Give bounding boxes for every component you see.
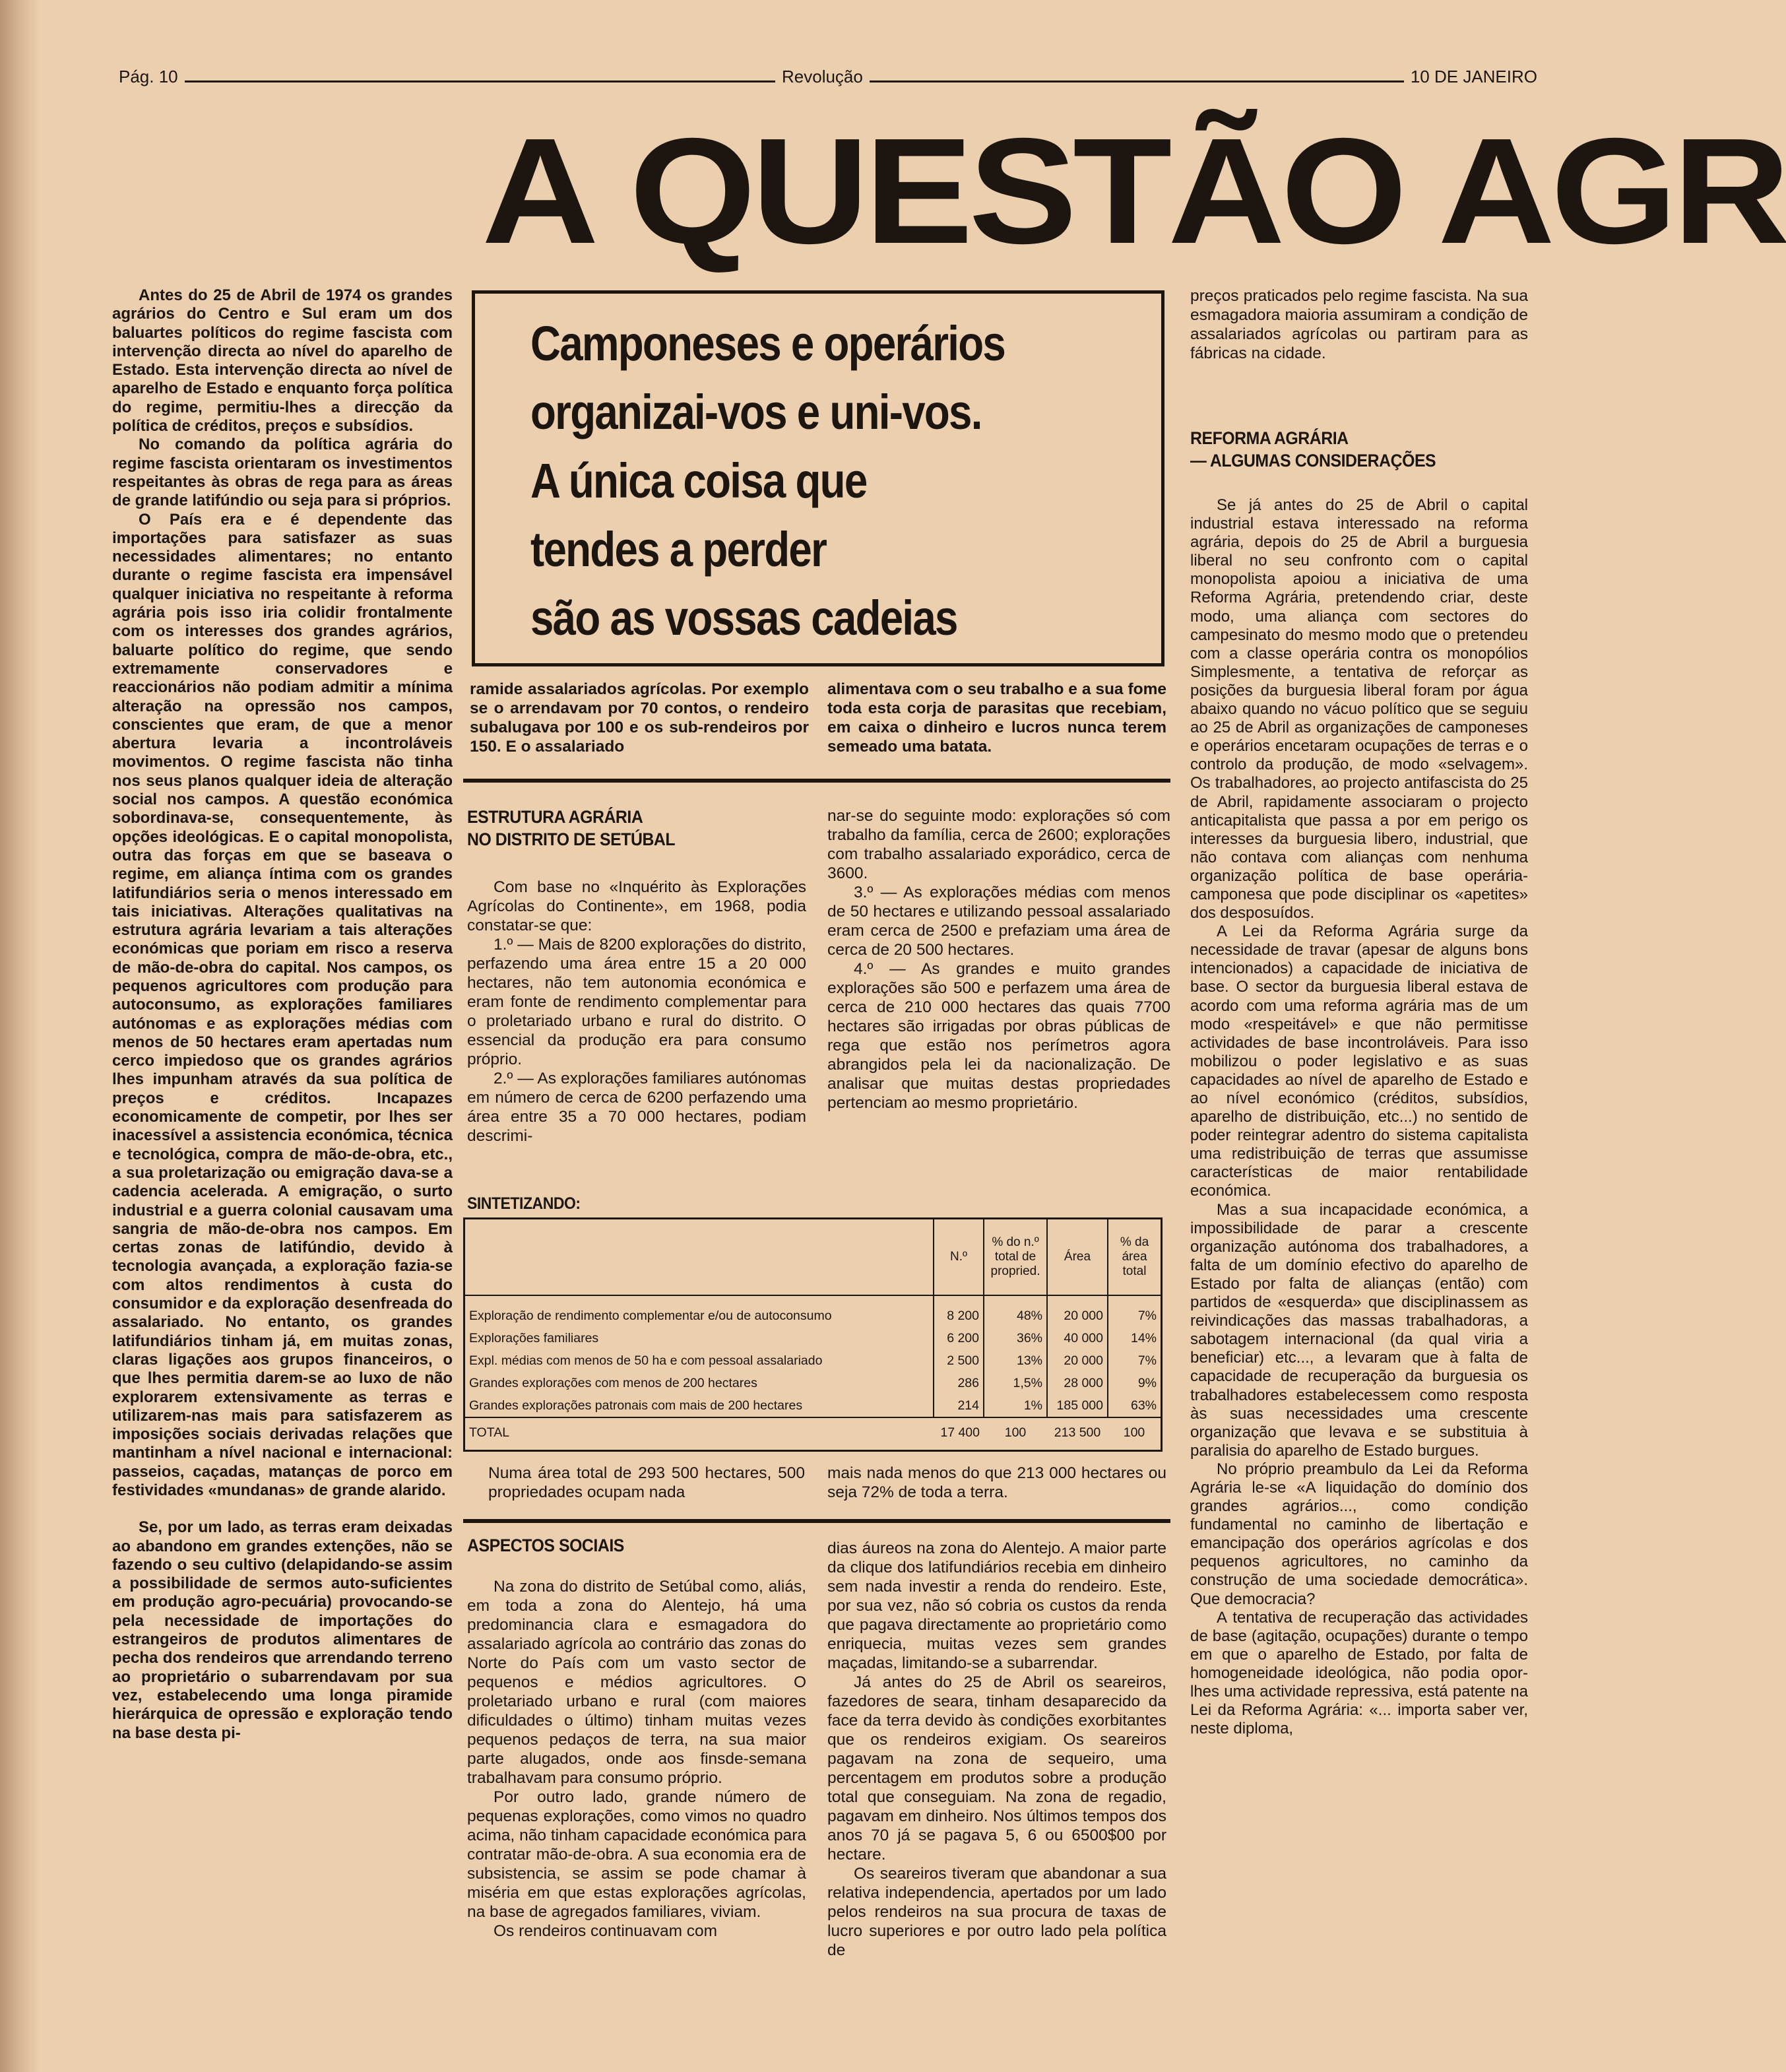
row-pct-area: 9% — [1108, 1372, 1161, 1394]
sintetizando-table — [463, 1217, 1163, 1452]
row-count: 2 500 — [934, 1349, 984, 1372]
estrutura-paragraph: 4.º — As grandes e muito grandes explorações são 500 e perfazem uma área de cerca de 210 000 hectares das quais 7700 hectares são irrigadas por obras públicas de rega que estão nos perímetros agora abrangidos pela lei da nacionalização. De analisar que muitas destas propriedades pertenciam ao mesmo proprietário. — [827, 960, 1170, 1112]
slogan-box — [472, 290, 1164, 666]
row-count: 8 200 — [934, 1295, 984, 1327]
slogan-line: são as vossas cadeias — [530, 591, 957, 645]
row-pct-count: 1% — [984, 1394, 1047, 1417]
row-label: Explorações familiares — [469, 1331, 599, 1345]
row-pct-count: 48% — [984, 1295, 1047, 1327]
under-quote-left: ramide assalariados agrícolas. Por exemplo se o arrendavam por 70 contos, o rendeiro subalugava por 100 e os sub-rendeiros por 150. E o assalariado — [470, 680, 809, 756]
row-count: 286 — [934, 1372, 984, 1394]
aspectos-paragraph: Na zona do distrito de Setúbal como, aliás, em toda a zona do Alentejo, há uma predominancia clara e esmagadora do assalariado agrícola ao contrário das zonas do Norte do País com um vasto sector de pequenos e médios agricultores. O proletariado urbano e rural (com maiores dificuldades o último) tinham muitas vezes pequenos pedaços de terra, na sua maior parte alugados, onde aos finsde-semana trabalhavam para consumo próprio. — [467, 1578, 806, 1787]
table-row — [465, 1394, 1161, 1417]
row-area: 20 000 — [1047, 1349, 1108, 1372]
aspectos-paragraph: dias áureos na zona do Alentejo. A maior parte da clique dos latifundiários recebia em dinheiro sem nada investir a renda do rendeiro. Este, por sua vez, não só cobria os custos da renda que pagava directamente ao proprietário como enriquecia, muitas vezes sem grandes maçadas, limitando-se a subarrendar. — [827, 1539, 1166, 1672]
row-label: Expl. médias com menos de 50 ha e com pessoal assalariado — [469, 1353, 823, 1368]
slogan-line: tendes a perder — [530, 522, 827, 577]
row-pct-count: 36% — [984, 1327, 1047, 1349]
column-4 — [1190, 496, 1528, 1738]
aspectos-paragraph: Os rendeiros continuavam com — [494, 1922, 718, 1940]
row-pct-area: 7% — [1108, 1349, 1161, 1372]
estrutura-title-2: NO DISTRITO DE SETÚBAL — [467, 829, 676, 849]
row-pct-area: 7% — [1108, 1295, 1161, 1327]
col1-paragraph: No comando da política agrária do regime fascista orientaram os investimentos respeitantes às obras de rega para as áreas de grande latifúndio ou seja para si próprios. — [112, 436, 453, 510]
row-pct-area: 14% — [1108, 1327, 1161, 1349]
row-label: Grandes explorações patronais com mais de 200 hectares — [469, 1398, 803, 1413]
col4-intro: preços praticados pelo regime fascista. Na sua esmagadora maioria assumiram a condição de assalariados agrícolas ou partiram para as fábricas na cidade. — [1190, 287, 1528, 362]
col1-paragraph: Antes do 25 de Abril de 1974 os grandes agrários do Centro e Sul eram um dos baluartes políticos do regime fascista com intervenção directa ao nível do aparelho de Estado. Esta intervenção directa ao nível de aparelho de Estado e enquanto força política do regime, permitiu-lhes a direcção da política de créditos, preços e subsídios. — [112, 286, 453, 436]
col4-paragraph: A Lei da Reforma Agrária surge da necessidade de travar (apesar de alguns bons intencionados) a capacidade de iniciativa de base. O sector da burguesia liberal estava de acordo com uma reforma agrária mas de um modo «respeitável» e que não permitisse actividades de base incontroláveis. Para isso mobilizou o poder legislativo e as suas capacidades ao nível de aparelho de Estado e ao nível económico (créditos, subsídios, aparelho de distribuição, etc...) no sentido de poder reintegrar adentro do sistema capitalista uma redistribuição de terras que assumisse características de maior rentabilidade económica. — [1190, 923, 1528, 1200]
table-row — [465, 1372, 1161, 1394]
reforma-title-2: — ALGUMAS CONSIDERAÇÕES — [1190, 451, 1436, 470]
estrutura-right-text — [827, 806, 1170, 1113]
aspectos-left-text — [467, 1577, 806, 1941]
row-area: 185 000 — [1047, 1394, 1108, 1417]
row-count: 214 — [934, 1394, 984, 1417]
estrutura-paragraph: 1.º — Mais de 8200 explorações do distrito, perfazendo uma área entre 15 a 20 000 hectares, não tem autonomia económica e eram fonte de rendimento complementar para o proletariado urbano e rural do distrito. O essencial da produção era para consumo próprio. — [467, 936, 806, 1068]
col4-paragraph: A tentativa de recuperação das actividades de base (agitação, ocupações) durante o tempo em que o aparelho de Estado, por falta de homogeneidade ideológica, não podia opor-lhes uma actividade repressiva, está patente na Lei da Reforma Agrária: «... importa saber ver, neste diploma, — [1190, 1608, 1528, 1738]
slogan-line: organizai-vos e uni-vos. — [530, 385, 982, 439]
table-header: Área — [1047, 1219, 1108, 1295]
slogan-line: A única coisa que — [530, 453, 867, 508]
row-area: 28 000 — [1047, 1372, 1108, 1394]
issue-date: 10 DE JANEIRO — [1404, 63, 1537, 90]
headline: A QUESTÃO AGR — [482, 108, 1786, 275]
estrutura-paragraph: nar-se do seguinte modo: explorações só com trabalho da família, cerca de 2600; explorações com trabalho assalariado exporádico, cerca de 3600. — [827, 807, 1170, 882]
row-area: 20 000 — [1047, 1295, 1108, 1327]
table-note-left: Numa área total de 293 500 hectares, 500 propriedades ocupam nada — [488, 1464, 805, 1501]
row-pct-count: 13% — [984, 1349, 1047, 1372]
col1-paragraph: Se, por um lado, as terras eram deixadas ao abandono em grandes extenções, não se fazendo o seu cultivo (delapidando-se assim a possibilidade de sermos auto-suficientes em produção agro-pecuária) provocando-se pela necessidade de importações do estrangeiros de produtos alimentares de pecha dos rendeiros que arrendando terreno ao proprietário o subarrendavam por sua vez, estabelecendo uma longa piramide hierárquica de opressão e exploração tendo na base desta pi- — [112, 1518, 453, 1742]
aspectos-paragraph: Os seareiros tiveram que abandonar a sua relativa independencia, apertados por um lado pelos rendeiros na sua procura de taxas de lucro superiores e por outro lado pela política de — [827, 1865, 1166, 1959]
total-count: 17 400 — [934, 1417, 984, 1444]
table-header: N.º — [934, 1219, 984, 1295]
table-total-row — [465, 1417, 1161, 1444]
row-area: 40 000 — [1047, 1327, 1108, 1349]
total-label: TOTAL — [465, 1417, 934, 1444]
aspectos-title: ASPECTOS SOCIAIS — [467, 1536, 624, 1555]
table-row — [465, 1327, 1161, 1349]
table-row — [465, 1295, 1161, 1327]
section-rule — [463, 1519, 1170, 1523]
estrutura-title-1: ESTRUTURA AGRÁRIA — [467, 807, 643, 827]
estrutura-paragraph: 3.º — As explorações médias com menos de 50 hectares e utilizando pessoal assalariado eram cerca de 2500 e prefaziam uma área de cerca de 20 500 hectares. — [827, 884, 1170, 959]
row-label: Exploração de rendimento complementar e/ou de autoconsumo — [469, 1309, 832, 1323]
row-pct-count: 1,5% — [984, 1372, 1047, 1394]
col4-paragraph: Mas a sua incapacidade económica, a impossibilidade de parar a crescente organização autónoma dos trabalhadores, a falta de um domínio efectivo do aparelho de Estado por falta de alianças (então) com partidos de «esquerda» que disciplinassem as reivindicações das massas trabalhadoras, a sabotagem internacional (da qual viria a beneficiar) etc..., a levaram que à falta de capacidade de recuperação da burguesia os trabalhadores estabelecessem como resposta às suas necessidades uma crescente organização que levava e se substituia à paralisia do aparelho de Estado burgues. — [1190, 1200, 1528, 1460]
aspectos-right-text — [827, 1539, 1166, 1960]
slogan-line: Camponeses e operários — [530, 316, 1005, 371]
total-pct-area: 100 — [1108, 1417, 1161, 1444]
page-number: Pág. 10 — [119, 63, 185, 90]
sintetizando-title: SINTETIZANDO: — [467, 1194, 581, 1213]
col1-paragraph: O País era e é dependente das importações para satisfazer as suas necessidades alimentares; no entanto durante o regime fascista era impensável qualquer iniciativa no respeitante à reforma agrária pois isso iria colidir frontalmente com os interesses dos grandes agrários, baluarte político do regime, que sendo extremamente conservadores e reaccionários não podiam admitir a mínima alteração na opressão nos campos, conscientes que eram, de que a menor abertura levaria a incontroláveis movimentos. O regime fascista não tinha nos seus planos qualquer ideia de alteração social nos campos. A questão económica sobordinava-se, consequentemente, às opções ideológicas. E o capital monopolista, outra das forças em que se baseava o regime, em aliança íntima com os grandes latifundiários seria o menos interessado em tais iniciativas. Alterações qualitativas na estrutura agrária levariam a tais alterações económicas que poriam em risco a reserva de mão-de-obra do capital. Nos campos, os pequenos agricultores com produção para autoconsumo, as explorações familiares autónomas e as explorações médias com menos de 50 hectares eram apertadas num cerco impiedoso que os grandes agrários lhes impunham através da sua política de preços e créditos. Incapazes economicamente de competir, por lhes ser inacessível a assistencia económica, técnica e tecnológica, compra de mão-de-obra, etc., a sua proletarização ou emigração dava-se a cadencia acelerada. A emigração, o surto industrial e a guerra colonial causavam uma sangria de mão-de-obra nos campos. Em certas zonas de latifúndio, devido à tecnologia avançada, a exploração fazia-se com altos rendimentos à custa do consumidor e da exploração desenfreada do assalariado. No entanto, os grandes latifundiários tinham já, em muitas zonas, claras ligações aos grupos financeiros, o que lhes permitia darem-se ao luxo de não explorarem extensivamente as terras e utilizarem-nas mais para satisfazerem as imposições sociais derivadas relações que mantinham a nível nacional e internacional: passeios, caçadas, matanças de porco em festividades «mundanas» de grande alarido. — [112, 510, 453, 1499]
page-header — [119, 63, 1537, 90]
table-note-right: mais nada menos do que 213 000 hectares ou seja 72% de toda a terra. — [827, 1464, 1166, 1501]
estrutura-left-text — [467, 878, 806, 1146]
table-row — [465, 1349, 1161, 1372]
table-header-blank — [465, 1219, 934, 1295]
total-pct-count: 100 — [984, 1417, 1047, 1444]
column-1 — [112, 286, 453, 1743]
estrutura-paragraph: 2.º — As explorações familiares autónomas em número de cerca de 6200 perfazendo uma área entre 35 a 70 000 hectares, podiam descrimi- — [467, 1070, 806, 1145]
page-edge-shadow — [0, 0, 40, 2072]
reforma-title-1: REFORMA AGRÁRIA — [1190, 428, 1349, 448]
col4-paragraph: No próprio preambulo da Lei da Reforma Agrária le-se «A liquidação do domínio dos grandes agrários..., como condição fundamental no caminho de libertação e emancipação dos operários agrícolas e dos pequenos agricultores, no caminho da construção de uma sociedade democrática». Que democracia? — [1190, 1460, 1528, 1608]
section-rule — [463, 779, 1170, 783]
aspectos-paragraph: Por outro lado, grande número de pequenas explorações, como vimos no quadro acima, não tinham capacidade económica para contratar mão-de-obra. A sua economia era de subsistencia, se assim se pode chamar à miséria em que estas explorações agrícolas, na base de agregados familiares, viviam. — [467, 1788, 806, 1921]
estrutura-paragraph: Com base no «Inquérito às Explorações Agrícolas do Continente», em 1968, podia constatar-se que: — [467, 878, 806, 934]
total-area: 213 500 — [1047, 1417, 1108, 1444]
row-pct-area: 63% — [1108, 1394, 1161, 1417]
col4-paragraph: Se já antes do 25 de Abril o capital industrial estava interessado na reforma agrária, depois do 25 de Abril a burguesia liberal no seu confronto com o capital monopolista apoiou a iniciativa de uma Reforma Agrária, pretendendo criar, deste modo, uma aliança com sectores do campesinato do mesmo modo que o pretendeu com a classe operária contra os monopólios Simplesmente, a tentativa de reforçar as posições da burguesia liberal foram por água abaixo quando no vácuo político que se seguiu ao 25 de Abril as organizações de camponeses e operários encetaram ocupações de terras e o controlo da produção, de modo «selvagem». Os trabalhadores, ao projecto antifascista do 25 de Abril, rapidamente associaram o projecto anticapitalista que passa a por em perigo os interesses da burguesia libero, industrial, que não contava com alianças com nenhuma organização política de base operária-camponesa que pode disciplinar os «apetites» dos desposuídos. — [1190, 496, 1528, 923]
table-header: % da área total — [1108, 1219, 1161, 1295]
row-label: Grandes explorações com menos de 200 hectares — [469, 1376, 757, 1390]
row-count: 6 200 — [934, 1327, 984, 1349]
publication-name: Revolução — [775, 63, 870, 90]
under-quote-right: alimentava com o seu trabalho e a sua fome toda esta corja de parasitas que recebiam, em caixa o dinheiro e lucros nunca terem semeado uma batata. — [827, 680, 1166, 756]
table-header: % do n.º total de propried. — [984, 1219, 1047, 1295]
aspectos-paragraph: Já antes do 25 de Abril os seareiros, fazedores de seara, tinham desaparecido da face da terra devido às condições exorbitantes que os rendeiros exigiam. Os seareiros pagavam na zona de sequeiro, uma percentagem em produtos sobre a produção total que conseguiam. Na zona de regadio, pagavam em dinheiro. Nos últimos tempos dos anos 70 já se pagava 5, 6 ou 6500$00 por hectare. — [827, 1673, 1166, 1863]
